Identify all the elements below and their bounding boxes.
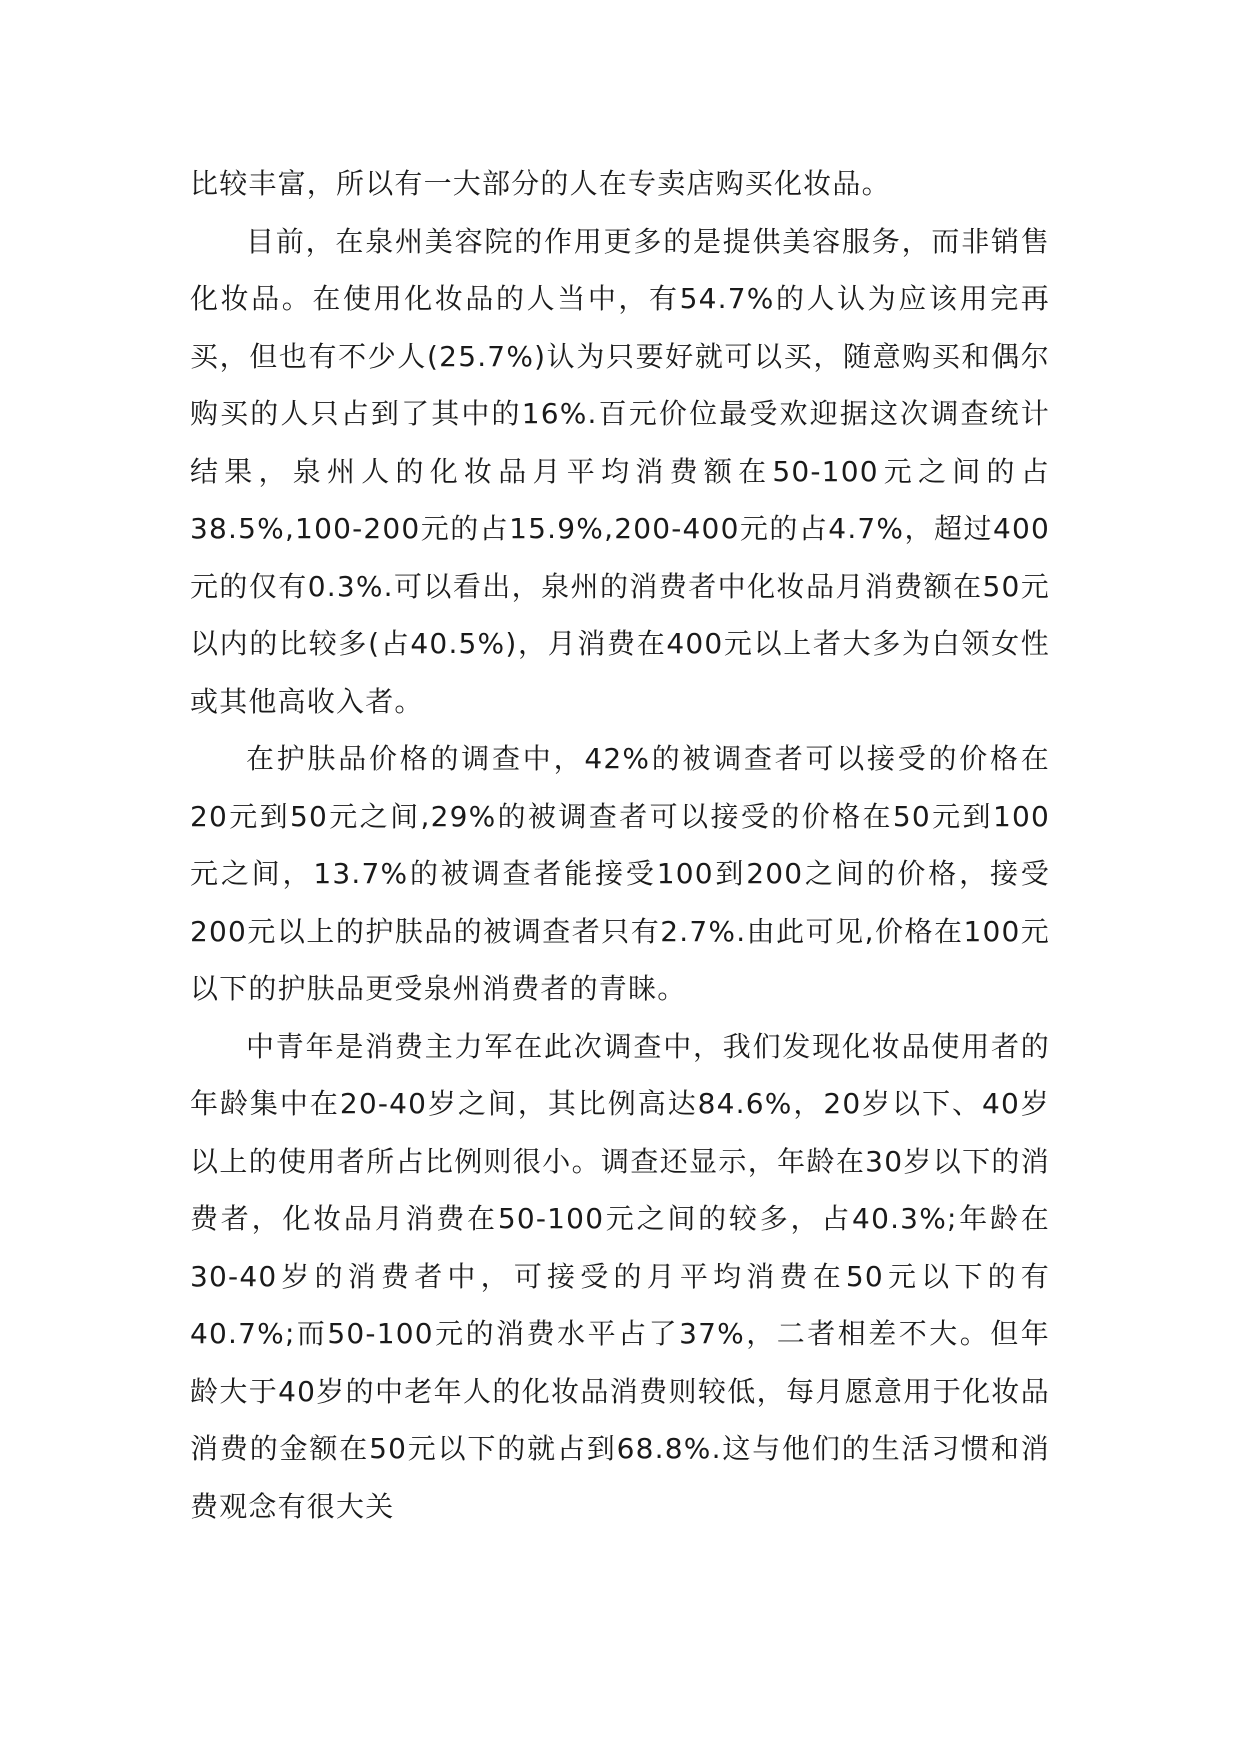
document-page xyxy=(190,155,1050,1535)
paragraph-1: 比较丰富，所以有一大部分的人在专卖店购买化妆品。 xyxy=(190,167,891,200)
paragraph-3: 在护肤品价格的调查中，42%的被调查者可以接受的价格在20元到50元之间,29%的被调查者可以接受的价格在50元到100元之间，13.7%的被调查者能接受100到200之间的价格，接受200元以上的护肤品的被调查者只有2.7%.由此可见,价格在100元以下的护肤品更受泉州消费者的青睐。 xyxy=(190,742,1050,1005)
paragraph-4: 中青年是消费主力军在此次调查中，我们发现化妆品使用者的年龄集中在20-40岁之间，其比例高达84.6%，20岁以下、40岁以上的使用者所占比例则很小。调查还显示，年龄在30岁以下的消费者，化妆品月消费在50-100元之间的较多，占40.3%;年龄在30-40岁的消费者中，可接受的月平均消费在50元以下的有40.7%;而50-100元的消费水平占了37%，二者相差不大。但年龄大于40岁的中老年人的化妆品消费则较低，每月愿意用于化妆品消费的金额在50元以下的就占到68.8%.这与他们的生活习惯和消费观念有很大关 xyxy=(190,1029,1050,1523)
paragraph-2: 目前，在泉州美容院的作用更多的是提供美容服务，而非销售化妆品。在使用化妆品的人当中，有54.7%的人认为应该用完再买，但也有不少人(25.7%)认为只要好就可以买，随意购买和偶尔购买的人只占到了其中的16%.百元价位最受欢迎据这次调查统计结果，泉州人的化妆品月平均消费额在50-100元之间的占38.5%,100-200元的占15.9%,200-400元的占4.7%，超过400元的仅有0.3%.可以看出，泉州的消费者中化妆品月消费额在50元以内的比较多(占40.5%)，月消费在400元以上者大多为白领女性或其他高收入者。 xyxy=(190,224,1050,718)
